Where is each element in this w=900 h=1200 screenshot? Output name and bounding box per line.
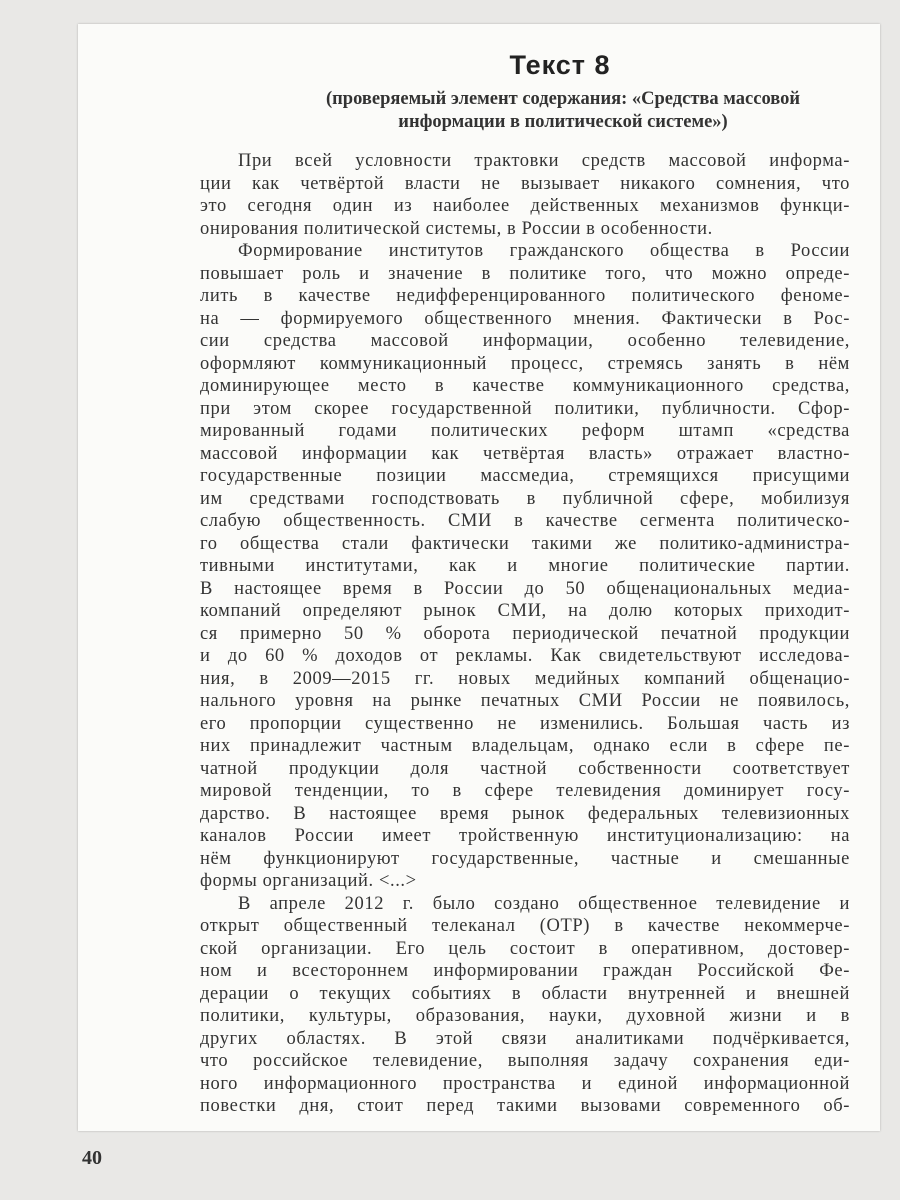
text-line: сии средства массовой информации, особенно телевидение, [200, 331, 850, 351]
text-line: оформляют коммуникационный процесс, стремясь занять в нём [200, 353, 850, 374]
text-line: и до 60 % доходов от рекламы. Как свидетельствуют исследова- [200, 646, 850, 666]
text-line: чатной продукции доля частной собственности соответствует [200, 758, 850, 779]
paragraph [200, 150, 850, 240]
text-line: что российское телевидение, выполняя задачу сохранения еди- [200, 1051, 850, 1071]
text-line: ного информационного пространства и единой информационной [200, 1073, 850, 1094]
page-number: 40 [82, 1147, 102, 1169]
text-line: политики, культуры, образования, науки, духовной жизни и в [200, 1006, 850, 1026]
text-line: открыт общественный телеканал (ОТР) в качестве некоммерче- [200, 916, 850, 936]
text-line: слабую общественность. СМИ в качестве сегмента политическо- [200, 511, 850, 531]
text-line: массовой информации как четвёртая власть» отражает властно- [200, 443, 850, 464]
text-line: нём функционируют государственные, частные и смешанные [200, 848, 850, 869]
text-line: онирования политической системы, в России в особенности. [200, 218, 713, 239]
text-line: дарство. В настоящее время рынок федеральных телевизионных [200, 803, 850, 824]
text-line: это сегодня один из наиболее действенных механизмов функци- [200, 196, 850, 216]
text-line: компаний определяют рынок СМИ, на долю которых приходит- [200, 601, 850, 621]
text-line: на — формируемого общественного мнения. Фактически в Рос- [200, 308, 850, 329]
text-line: других областях. В этой связи аналитиками подчёркивается, [200, 1028, 850, 1049]
text-line: им средствами господствовать в публичной сфере, мобилизуя [200, 488, 850, 509]
text-line: при этом скорее государственной политики, публичности. Сфор- [200, 398, 850, 419]
text-line: ся примерно 50 % оборота периодической печатной продукции [200, 623, 850, 644]
text-line: ния, в 2009—2015 гг. новых медийных компаний общенацио- [200, 668, 850, 689]
text-line: При всей условности трактовки средств массовой информа- [238, 151, 850, 171]
text-line: лить в качестве недифференцированного политического феноме- [200, 286, 850, 306]
text-line: В настоящее время в России до 50 общенациональных медиа- [200, 578, 850, 599]
text-line: дерации о текущих событиях в области внутренней и внешней [200, 983, 850, 1004]
text-line: го общества стали фактически такими же политико-администра- [200, 533, 850, 554]
subtitle-line: (проверяемый элемент содержания: «Средства массовой [325, 89, 801, 109]
text-line: доминирующее место в качестве коммуникационного средства, [200, 376, 850, 396]
text-line: Формирование институтов гражданского общества в России [238, 241, 850, 261]
text-line: его пропорции существенно не изменились. Большая часть из [200, 713, 850, 734]
text-line: тивными институтами, как и многие политические партии. [200, 556, 850, 576]
text-line: них принадлежит частным владельцам, однако если в сфере пе- [200, 736, 850, 756]
text-line: формы организаций. <...> [200, 871, 417, 891]
text-line: повестки дня, стоит перед такими вызовами современного об- [200, 1096, 850, 1116]
text-line: В апреле 2012 г. было создано общественное телевидение и [238, 893, 850, 914]
paragraph [200, 240, 850, 893]
text-line: каналов России имеет тройственную институционализацию: на [200, 826, 850, 846]
text-line: ном и всестороннем информировании граждан Российской Фе- [200, 961, 850, 981]
text-subtitle [240, 88, 886, 134]
text-line: мировой тенденции, то в сфере телевидения доминирует госу- [200, 781, 850, 801]
text-line: ции как четвёртой власти не вызывает никакого сомнения, что [200, 173, 850, 194]
text-line: повышает роль и значение в политике того, что можно опреде- [200, 263, 850, 284]
subtitle-line: информации в политической системе») [398, 112, 728, 132]
body-text [200, 150, 850, 1118]
text-line: государственные позиции массмедиа, стремящихся присущими [200, 466, 850, 486]
text-line: мированный годами политических реформ штамп «средства [200, 421, 850, 441]
text-title: Текст 8 [509, 50, 611, 80]
text-line: нального уровня на рынке печатных СМИ России не появилось, [200, 691, 850, 711]
text-line: ской организации. Его цель состоит в оперативном, достовер- [200, 938, 850, 959]
paragraph [200, 893, 850, 1118]
